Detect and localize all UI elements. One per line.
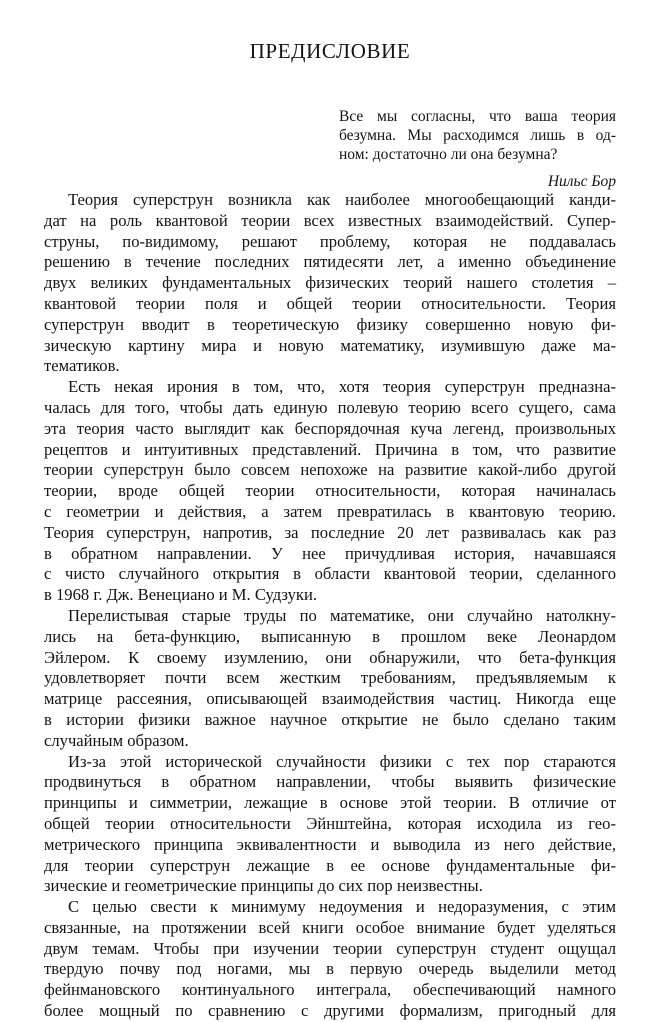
paragraph-line: чалась для того, чтобы дать единую полевую теорию всего сущего, сама bbox=[44, 397, 616, 417]
paragraph-line: продвинуться в обратном направлении, чтобы выявить физические bbox=[44, 772, 616, 792]
paragraph-line: теории суперструн было совсем непохоже на развитие какой-либо другой bbox=[44, 460, 616, 480]
epigraph-line: безумна. Мы расходимся лишь в од- bbox=[339, 127, 616, 144]
paragraph-line: Из-за этой исторической случайности физики с тех пор стараются bbox=[68, 751, 616, 771]
paragraph-line: дат на роль квантовой теории всех известных взаимодействий. Супер- bbox=[44, 210, 616, 230]
paragraph-line: для теории суперструн лежащие в ее основе фундаментальные фи- bbox=[44, 855, 616, 875]
document-page bbox=[44, 0, 616, 1021]
paragraph-line: лись на бета-функцию, выписанную в прошлом веке Леонардом bbox=[44, 626, 616, 646]
paragraph-line: с геометрии и действия, а затем превратилась в квантовую теорию. bbox=[44, 501, 616, 521]
paragraph-line: принципы и симметрии, лежащие в основе этой теории. В отличие от bbox=[44, 793, 616, 813]
body-text bbox=[44, 190, 616, 1022]
paragraph-line: Эйлером. К своему изумлению, они обнаружили, что бета-функция bbox=[44, 647, 616, 667]
paragraph-line: суперструн вводит в теоретическую физику совершенно новую фи- bbox=[44, 314, 616, 334]
paragraph-line: квантовой теории поля и общей теории относительности. Теория bbox=[44, 293, 616, 313]
paragraph-line: тематиков. bbox=[44, 356, 120, 376]
paragraph bbox=[44, 897, 616, 1022]
paragraph bbox=[44, 752, 616, 898]
epigraph-line: ном: достаточно ли она безумна? bbox=[339, 146, 558, 163]
paragraph-line: Есть некая ирония в том, что, хотя теория суперструн предназна- bbox=[68, 377, 616, 397]
paragraph-line: струны, по-видимому, решают проблему, которая не поддавалась bbox=[44, 231, 616, 251]
paragraph-line: удовлетворяет почти всем жестким требованиям, предъявляемым к bbox=[44, 668, 616, 688]
epigraph bbox=[339, 107, 616, 191]
paragraph-line: общей теории относительности Эйнштейна, которая исходила из гео- bbox=[44, 813, 616, 833]
paragraph-line: двум темам. Чтобы при изучении теории суперструн студент ощущал bbox=[44, 938, 616, 958]
paragraph-line: зическую картину мира и новую математику, изумившую даже ма- bbox=[44, 335, 616, 355]
paragraph-line: случайным образом. bbox=[44, 730, 189, 750]
paragraph-line: Теория суперструн, напротив, за последние 20 лет развивалась как раз bbox=[44, 522, 616, 542]
paragraph bbox=[44, 377, 616, 606]
paragraph-line: связанные, на протяжении всей книги особое внимание будет уделяться bbox=[44, 917, 616, 937]
paragraph-line: фейнмановского континуального интеграла, обеспечивающий намного bbox=[44, 980, 616, 1000]
paragraph-line: в истории физики важное научное открытие не было сделано таким bbox=[44, 709, 616, 729]
paragraph-line: Теория суперструн возникла как наиболее многообещающий канди- bbox=[68, 190, 616, 209]
paragraph-line: теории, вроде общей теории относительности, которая начиналась bbox=[44, 481, 616, 501]
epigraph-line: Все мы согласны, что ваша теория bbox=[339, 108, 616, 125]
paragraph-line: матрице рассеяния, описывающей взаимодействия частиц. Никогда еще bbox=[44, 689, 616, 709]
page-title: ПРЕДИСЛОВИЕ bbox=[249, 39, 411, 63]
paragraph-line: в обратном направлении. У нее причудливая история, начавшаяся bbox=[44, 543, 616, 563]
paragraph-line: с чисто случайного открытия в области квантовой теории, сделанного bbox=[44, 564, 616, 584]
paragraph-line: двух великих фундаментальных физических теорий нашего столетия – bbox=[44, 273, 616, 293]
paragraph-line: эта теория часто выглядит как беспорядочная куча легенд, произвольных bbox=[44, 418, 616, 438]
paragraph-line: С целью свести к минимуму недоумения и недоразумения, с этим bbox=[68, 897, 616, 917]
epigraph-author: Нильс Бор bbox=[547, 173, 616, 190]
paragraph-line: метрического принципа эквивалентности и выводила из него действие, bbox=[44, 834, 616, 854]
paragraph-line: в 1968 г. Дж. Венециано и М. Судзуки. bbox=[44, 585, 317, 605]
paragraph-line: рецептов и интуитивных представлений. Причина в том, что развитие bbox=[44, 439, 616, 459]
paragraph-line: решению в течение последних пятидесяти лет, а именно объединение bbox=[44, 252, 616, 272]
paragraph-line: твердую почву под ногами, мы в первую очередь выделили метод bbox=[44, 959, 616, 979]
paragraph-line: зические и геометрические принципы до сих пор неизвестны. bbox=[44, 876, 483, 896]
paragraph bbox=[44, 606, 616, 752]
paragraph-line: Перелистывая старые труды по математике, они случайно натолкну- bbox=[68, 605, 616, 625]
paragraph-line: более мощный по сравнению с другими формализм, пригодный для bbox=[44, 1001, 616, 1021]
paragraph bbox=[44, 190, 616, 377]
